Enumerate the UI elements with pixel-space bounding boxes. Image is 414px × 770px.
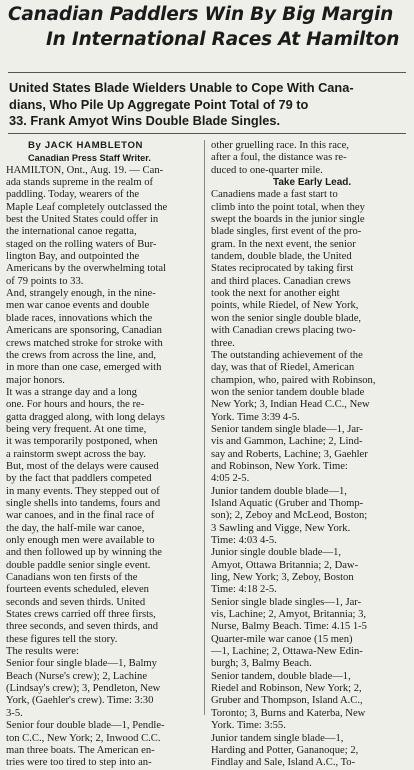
text-line: one. For hours and hours, the re- bbox=[6, 399, 145, 411]
headline bbox=[8, 2, 410, 52]
text-line: States reciprocated by taking first bbox=[211, 263, 354, 275]
text-line: major honors. bbox=[6, 374, 65, 386]
text-line: fourteen events scheduled, eleven bbox=[6, 584, 149, 596]
text-line: States crews carried off three firsts, bbox=[6, 609, 156, 621]
text-line: points, while Riedel, of New York, bbox=[211, 300, 359, 312]
right-column-body bbox=[211, 140, 409, 770]
text-line: Americans are sponsoring, Canadian bbox=[6, 325, 162, 337]
text-line: took the next for another eight bbox=[211, 288, 340, 300]
byline: By JACK HAMBLETON bbox=[28, 140, 144, 151]
headline-line-2: In International Races At Hamilton bbox=[46, 29, 400, 50]
text-line: other gruelling race. In this race, bbox=[211, 140, 349, 151]
text-line: the international canoe regatta, bbox=[6, 226, 137, 238]
text-line: and then followed up by winning the bbox=[6, 547, 162, 559]
text-line: Junior single double blade—1, bbox=[211, 547, 342, 559]
text-line: Time: 4:03 4-5. bbox=[211, 535, 277, 546]
text-line: Riedel and Robinson, New York; 2, bbox=[211, 683, 362, 695]
text-line: with Canadian crews placing two- bbox=[211, 325, 356, 337]
text-line: vis, Lachine; 2, Amyot, Britannia; 3, bbox=[211, 609, 367, 621]
text-line: York, (Gaehler's crew). Time: 3:30 bbox=[6, 695, 154, 707]
text-line: won the senior tandem double blade bbox=[211, 386, 365, 398]
text-line: tries were too tired to step into an- bbox=[6, 757, 152, 769]
text-line: blade races, innovations which the bbox=[6, 312, 153, 324]
text-line: York. Time: 3:55. bbox=[211, 720, 286, 732]
text-line: Senior tandem single blade—1, Jar- bbox=[211, 423, 363, 435]
text-line: men war canoe events and double bbox=[6, 300, 150, 312]
text-line: Senior four double blade—1, Pendle- bbox=[6, 720, 165, 732]
text-line: it was temporarily postponed, when bbox=[6, 436, 158, 448]
text-line: day, was that of Riedel, American bbox=[211, 362, 355, 374]
text-line: war canoes, and in the final race of bbox=[6, 510, 155, 522]
text-line: HAMILTON, Ont., Aug. 19. — Can- bbox=[6, 164, 164, 176]
text-line: Maple Leaf completely outclassed the bbox=[6, 201, 168, 213]
text-line: best the United States could offer in bbox=[6, 214, 159, 226]
text-line: in more than one case, emerged with bbox=[6, 362, 162, 374]
text-line: a rainstorm swept across the bay. bbox=[6, 448, 146, 460]
headline-line-1: Canadian Paddlers Win By Big Margin bbox=[8, 4, 394, 25]
text-line: It was a strange day and a long bbox=[6, 386, 137, 398]
headline-rule bbox=[8, 72, 406, 73]
text-line: ton C.C., New York; 2, Inwood C.C. bbox=[6, 732, 161, 744]
text-line: by the fact that paddlers competed bbox=[6, 473, 152, 485]
text-line: Toronto; 3, Burns and Katerba, New bbox=[211, 707, 366, 719]
left-column bbox=[6, 140, 202, 770]
text-line: Gruber and Thompson, Island A.C., bbox=[211, 695, 363, 707]
text-line: being very frequent. At one time, bbox=[6, 423, 147, 435]
text-line: 3 Sawling and Vigge, New York. bbox=[211, 522, 351, 534]
section-subhead: Take Early Lead. bbox=[273, 177, 352, 189]
text-line: Harding and Potter, Gananoque; 2, bbox=[211, 744, 359, 756]
text-line: Time: 4:18 2-5. bbox=[211, 584, 277, 596]
text-line: Senior four single blade—1, Balmy bbox=[6, 658, 157, 670]
text-line: only enough men were available to bbox=[6, 535, 155, 546]
text-line: swept the boards in the junior single bbox=[211, 214, 365, 226]
text-line: won the senior single double blade, bbox=[211, 312, 362, 324]
text-line: Americans by the overwhelming total bbox=[6, 263, 167, 275]
text-line: of 79 points to 33. bbox=[6, 275, 84, 287]
byline-credit: Canadian Press Staff Writer. bbox=[28, 153, 151, 164]
text-line: Canadiens made a fast start to bbox=[211, 189, 338, 201]
subheadline bbox=[9, 80, 407, 130]
text-line: Junior tandem double blade—1, bbox=[211, 485, 347, 497]
text-line: climb into the point total, when they bbox=[211, 201, 365, 213]
text-line: Findlay and Sale, Island A.C., To- bbox=[211, 757, 356, 769]
text-line: Island Aquatic (Gruber and Thomp- bbox=[211, 497, 364, 509]
text-line: these figures tell the story. bbox=[6, 633, 118, 645]
text-line: The results were: bbox=[6, 646, 79, 658]
text-line: gatta dragged along, with long delays bbox=[6, 411, 165, 423]
text-line: Beach (Nurse's crew); 2, Lachine bbox=[6, 670, 148, 682]
text-line: staged on the rolling waters of Bur- bbox=[6, 238, 157, 250]
text-line: crews matched stroke for stroke with bbox=[6, 337, 163, 349]
subheadline-rule bbox=[8, 133, 406, 134]
text-line: York. Time 3:39 4-5. bbox=[211, 411, 300, 423]
text-line: single shells into tandems, fours and bbox=[6, 497, 161, 509]
text-line: (Lindsay's crew); 3, Pendleton, New bbox=[6, 683, 161, 695]
left-column-body bbox=[6, 165, 202, 770]
text-line: double paddle senior single event. bbox=[6, 559, 151, 571]
text-line: and Robinson, New York. Time: bbox=[211, 460, 348, 472]
text-line: 3-5. bbox=[6, 707, 23, 719]
text-line: duced to one-quarter mile. bbox=[211, 164, 323, 176]
text-line: Junior tandem single blade—1, bbox=[211, 732, 344, 744]
text-line: and third places. Canadian crews bbox=[211, 275, 351, 287]
text-line: three. bbox=[211, 337, 235, 349]
text-line: seconds and seven thirds. United bbox=[6, 596, 146, 608]
text-line: 4:05 2-5. bbox=[211, 473, 250, 485]
text-line: in many events. They stepped out of bbox=[6, 485, 160, 497]
text-line: —1, Lachine; 2, Ottawa-New Edin- bbox=[211, 646, 363, 658]
subheadline-line-3: 33. Frank Amyot Wins Double Blade Singles. bbox=[9, 113, 281, 128]
text-line: tandem, double blade, the United bbox=[211, 251, 352, 263]
text-line: say and Roberts, Lachine; 3, Gaehler bbox=[211, 448, 368, 460]
text-line: Amyot, Ottawa Britannia; 2, Daw- bbox=[211, 559, 359, 571]
text-line: lington Bay, and outpointed the bbox=[6, 251, 140, 263]
text-line: the day, the half-mile war canoe, bbox=[6, 522, 145, 534]
text-line: Nurse, Balmy Beach. Time: 4.15 1-5 bbox=[211, 621, 367, 633]
text-line: ling, New York; 3, Zeboy, Boston bbox=[211, 572, 354, 584]
text-line: gram. In the next event, the senior bbox=[211, 238, 356, 250]
text-line: champion, who, paired with Robinson, bbox=[211, 374, 376, 386]
text-line: Quarter-mile war canoe (15 men) bbox=[211, 633, 353, 645]
text-line: Senior tandem, double blade—1, bbox=[211, 670, 351, 682]
text-line: Canadians won ten firsts of the bbox=[6, 572, 138, 584]
text-line: after a foul, the distance was re- bbox=[211, 152, 347, 164]
text-line: But, most of the delays were caused bbox=[6, 460, 159, 472]
text-line: son); 2, Zeboy and McLeod, Boston; bbox=[211, 510, 368, 522]
subheadline-line-1: United States Blade Wielders Unable to Cope With Cana- bbox=[9, 80, 354, 95]
text-line: paddling. Today, wearers of the bbox=[6, 189, 140, 201]
right-column bbox=[211, 140, 409, 770]
text-line: three seconds, and seven thirds, and bbox=[6, 621, 159, 633]
text-line: vis and Gammon, Lachine; 2, Lind- bbox=[211, 436, 363, 448]
text-line: Senior single blade singles—1, Jar- bbox=[211, 596, 362, 608]
text-line: blade singles, first event of the pro- bbox=[211, 226, 362, 238]
text-line: ada stands supreme in the realm of bbox=[6, 177, 154, 189]
text-line: The outstanding achievement of the bbox=[211, 349, 363, 361]
text-line: New York; 3, Indian Head C.C., New bbox=[211, 399, 370, 411]
column-divider bbox=[204, 140, 205, 715]
subheadline-line-2: dians, Who Pile Up Aggregate Point Total of 79 to bbox=[9, 96, 309, 112]
text-line: man three boats. The American en- bbox=[6, 744, 155, 756]
text-line: And, strangely enough, in the nine- bbox=[6, 288, 156, 300]
text-line: the crews from across the line, and, bbox=[6, 349, 157, 361]
text-line: burgh; 3, Balmy Beach. bbox=[211, 658, 312, 670]
